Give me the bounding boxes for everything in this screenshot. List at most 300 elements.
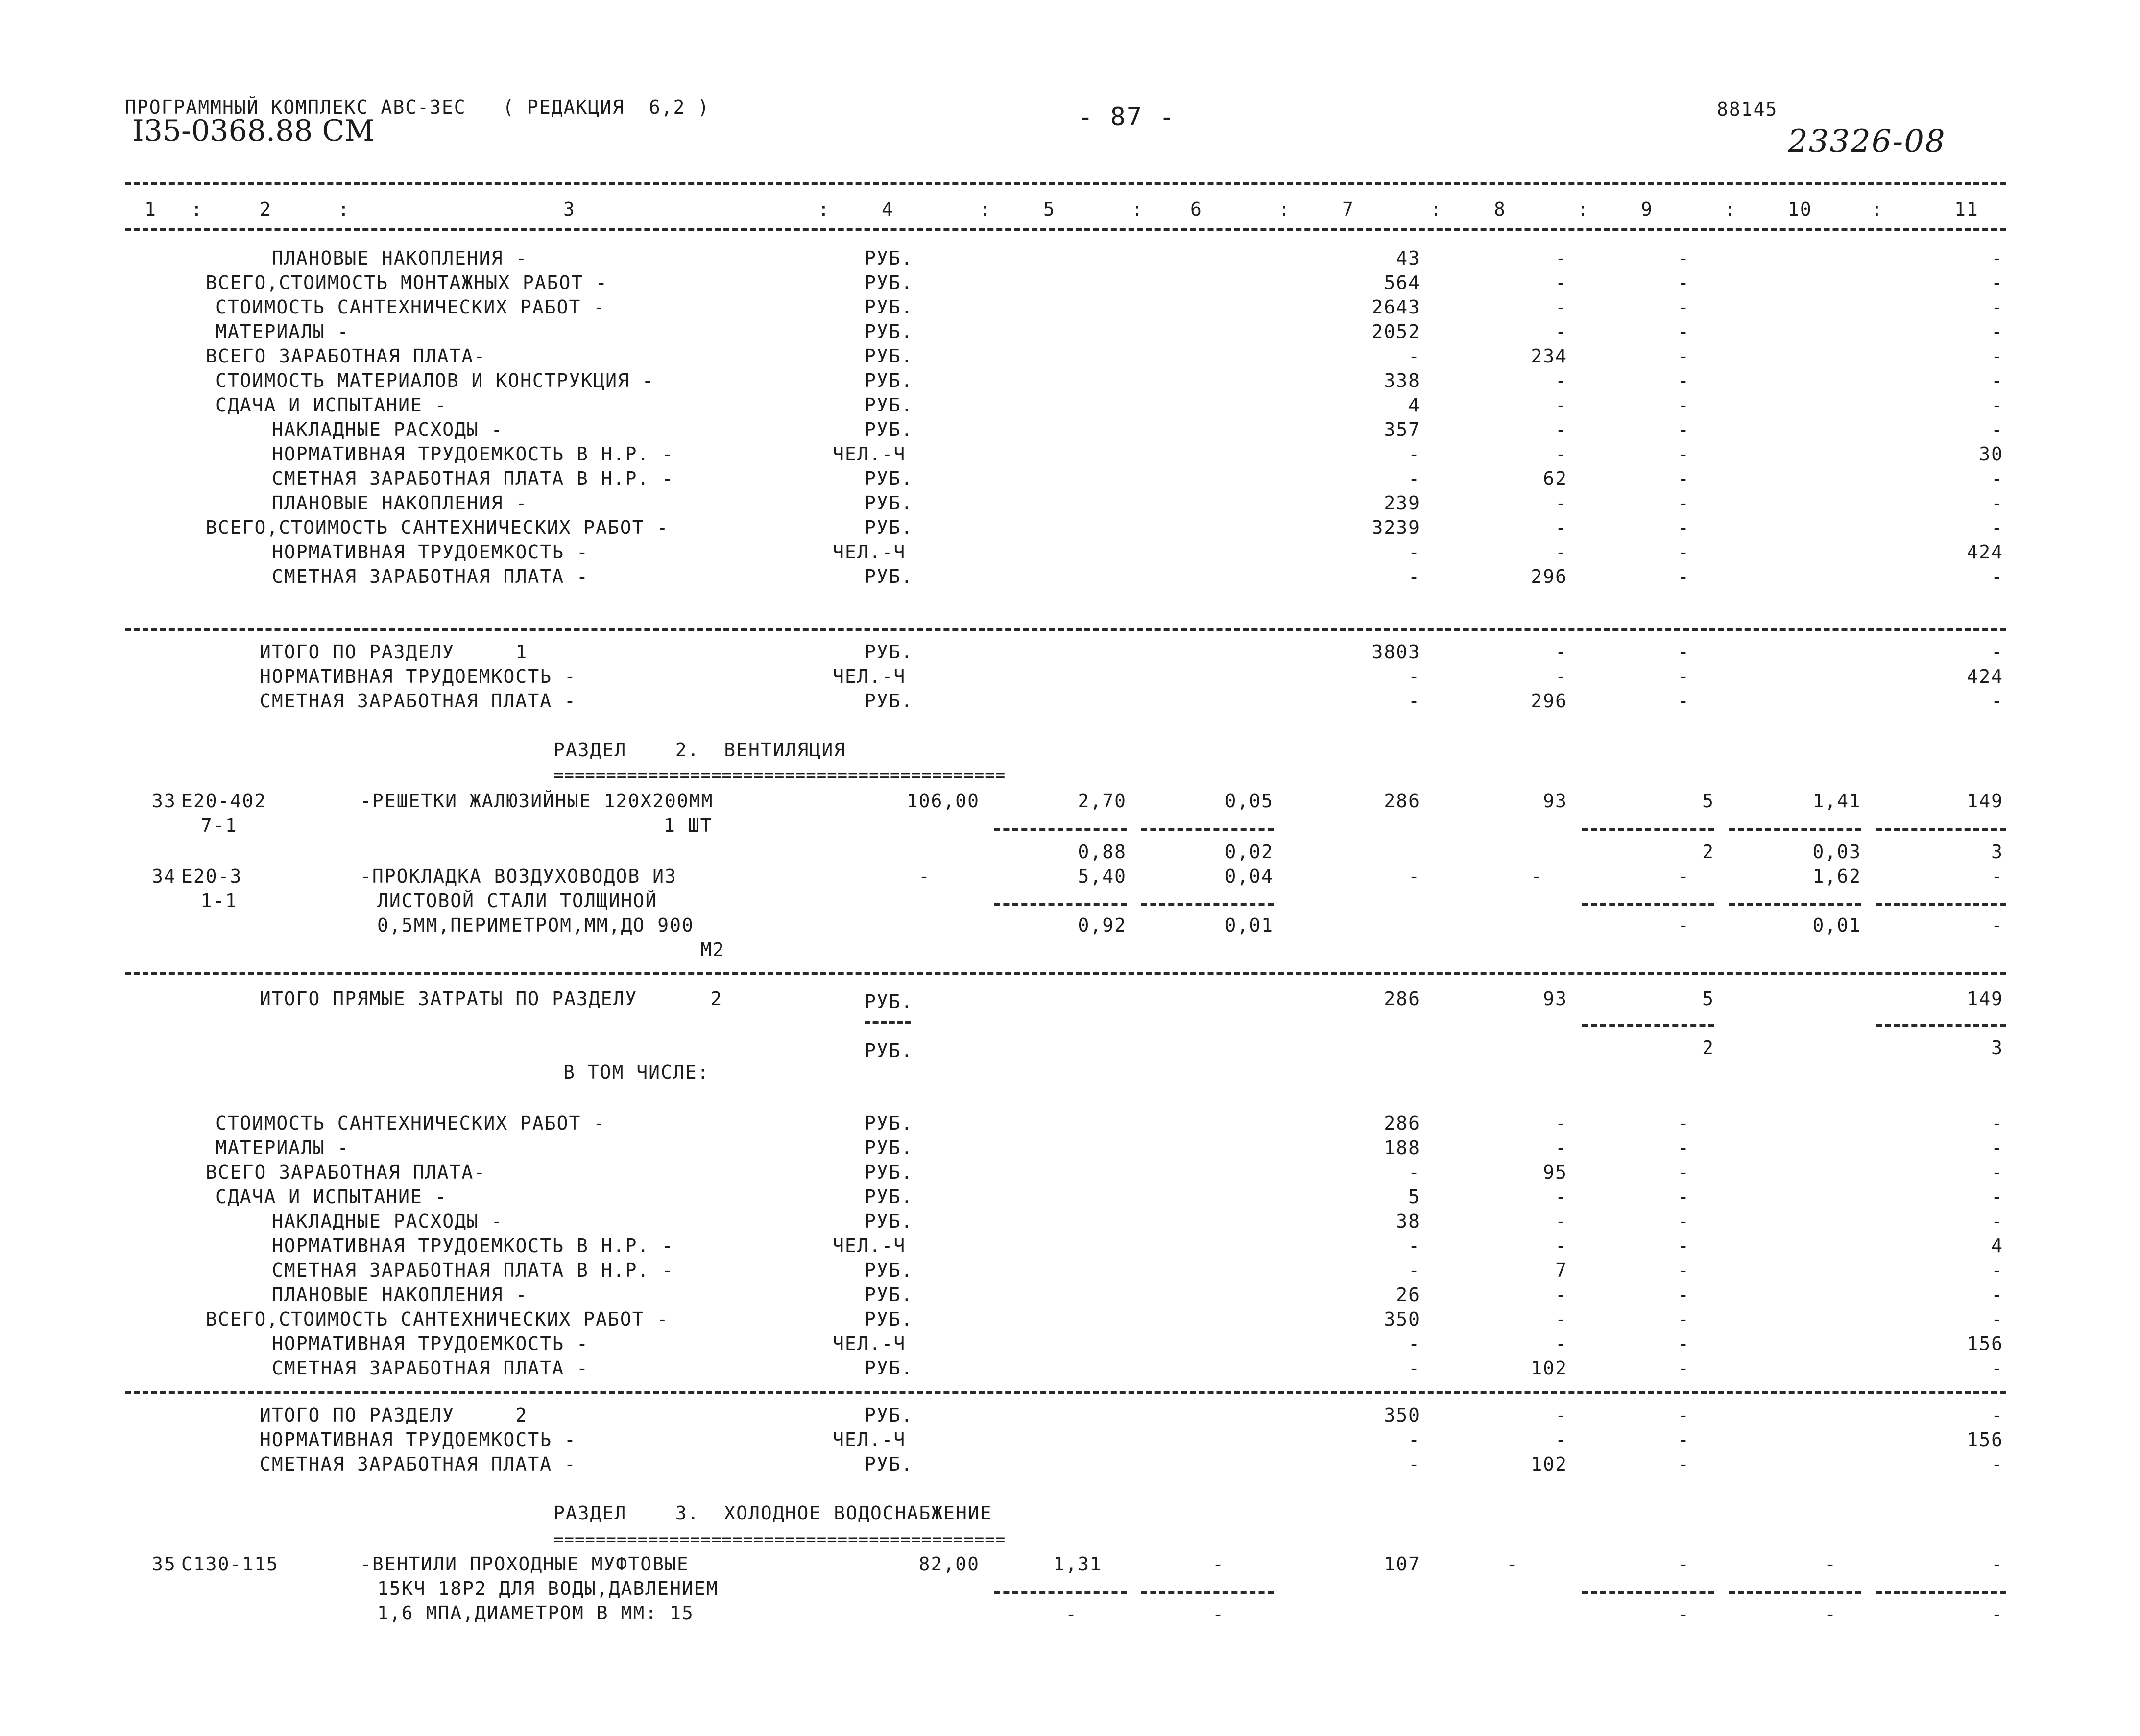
row-cost: 2643 — [1371, 296, 1420, 318]
row-machine: - — [1678, 1186, 1690, 1207]
item33-number: 33 — [152, 790, 176, 812]
column-separator: : — [191, 198, 203, 220]
direct2-label: ИТОГО ПРЯМЫЕ ЗАТРАТЫ ПО РАЗДЕЛУ 2 — [260, 988, 723, 1010]
row-cost: - — [1408, 566, 1420, 587]
row-machine: - — [1678, 1259, 1690, 1281]
row-label: СМЕТНАЯ ЗАРАБОТНАЯ ПЛАТА - — [272, 1357, 589, 1379]
row-wage: 234 — [1531, 345, 1567, 367]
item35-c5b: - — [1065, 1603, 1078, 1625]
item33-c9b: 2 — [1702, 841, 1714, 863]
row-unit: ЧЕЛ.-Ч — [833, 1235, 906, 1256]
document-code: I35-0368.88 СМ — [132, 114, 375, 148]
column-separator: : — [1430, 198, 1443, 220]
row-label: ВСЕГО ЗАРАБОТНАЯ ПЛАТА- — [206, 1161, 486, 1183]
item35-sep-c5 — [994, 1591, 1127, 1594]
row-cost: 26 — [1396, 1284, 1420, 1305]
row-machine: - — [1678, 1112, 1690, 1134]
item34-sep-c10 — [1729, 903, 1861, 906]
row-labor: - — [1991, 1284, 2003, 1305]
row-unit: РУБ. — [865, 566, 914, 587]
row-unit: РУБ. — [865, 1259, 914, 1281]
item35-c9b: - — [1678, 1603, 1690, 1625]
row-cost: - — [1408, 666, 1420, 687]
row-wage: - — [1555, 1333, 1567, 1354]
row-label: ПЛАНОВЫЕ НАКОПЛЕНИЯ - — [272, 247, 528, 269]
row-label: МАТЕРИАЛЫ - — [216, 321, 350, 342]
row-wage: - — [1555, 321, 1567, 342]
item35-c7: 107 — [1384, 1553, 1420, 1575]
column-header-1: 1 — [144, 198, 157, 220]
row-cost: - — [1408, 1235, 1420, 1256]
item34-name-line3: 0,5ММ,ПЕРИМЕТРОМ,ММ,ДО 900 — [377, 915, 694, 936]
row-cost: 564 — [1384, 272, 1420, 293]
item34-number: 34 — [152, 866, 176, 887]
row-unit: РУБ. — [865, 1137, 914, 1158]
row-wage: - — [1555, 1404, 1567, 1426]
item35-c5: 1,31 — [1053, 1553, 1102, 1575]
item34-c8: - — [1531, 866, 1543, 887]
item33-c6b: 0,02 — [1225, 841, 1274, 863]
row-labor: - — [1991, 370, 2003, 391]
item33-c5: 2,70 — [1078, 790, 1127, 812]
row-label: СМЕТНАЯ ЗАРАБОТНАЯ ПЛАТА - — [272, 566, 589, 587]
row-label: СМЕТНАЯ ЗАРАБОТНАЯ ПЛАТА В Н.Р. - — [272, 468, 674, 489]
row-labor: 424 — [1967, 666, 2003, 687]
section1-rule — [125, 628, 2006, 631]
row-machine: - — [1678, 272, 1690, 293]
item35-c11b: - — [1991, 1603, 2003, 1625]
row-labor: - — [1991, 1112, 2003, 1134]
row-label: НОРМАТИВНАЯ ТРУДОЕМКОСТЬ В Н.Р. - — [272, 443, 674, 465]
row-unit: ЧЕЛ.-Ч — [833, 1429, 906, 1450]
row-labor: - — [1991, 566, 2003, 587]
row-machine: - — [1678, 1429, 1690, 1450]
row-wage: - — [1555, 296, 1567, 318]
item33-sep-c9 — [1582, 828, 1714, 831]
row-label: ВСЕГО,СТОИМОСТЬ САНТЕХНИЧЕСКИХ РАБОТ - — [206, 517, 669, 538]
row-cost: 43 — [1396, 247, 1420, 269]
row-machine: - — [1678, 394, 1690, 416]
row-labor: - — [1991, 1357, 2003, 1379]
item34-code2: 1-1 — [201, 890, 238, 912]
row-wage: - — [1555, 1308, 1567, 1330]
item35-c9: - — [1678, 1553, 1690, 1575]
column-header-4: 4 — [882, 198, 894, 220]
row-unit: РУБ. — [865, 1453, 914, 1475]
column-header-3: 3 — [563, 198, 576, 220]
row-wage: - — [1555, 419, 1567, 440]
row-wage: - — [1555, 666, 1567, 687]
program-title: ПРОГРАММНЫЙ КОМПЛЕКС АВС-3ЕС ( РЕДАКЦИЯ 6,2 ) — [125, 96, 710, 118]
row-label: ИТОГО ПО РАЗДЕЛУ 2 — [260, 1404, 528, 1426]
item35-c10b: - — [1825, 1603, 1837, 1625]
row-cost: 357 — [1384, 419, 1420, 440]
column-header-5: 5 — [1043, 198, 1056, 220]
item34-c11: - — [1991, 866, 2003, 887]
row-machine: - — [1678, 566, 1690, 587]
item33-sep-c11 — [1876, 828, 2006, 831]
row-label: НОРМАТИВНАЯ ТРУДОЕМКОСТЬ - — [272, 541, 589, 563]
item34-sep-c6 — [1141, 903, 1274, 906]
item33-c5b: 0,88 — [1078, 841, 1127, 863]
row-unit: РУБ. — [865, 517, 914, 538]
item33-c7: 286 — [1384, 790, 1420, 812]
row-cost: 4 — [1408, 394, 1420, 416]
header-rule-top — [125, 182, 2006, 185]
row-label: СДАЧА И ИСПЫТАНИЕ - — [216, 394, 447, 416]
row-machine: - — [1678, 1210, 1690, 1232]
handwritten-number: 23326-08 — [1788, 123, 1946, 160]
row-machine: - — [1678, 492, 1690, 514]
column-separator: : — [1131, 198, 1144, 220]
row-label: ВСЕГО,СТОИМОСТЬ САНТЕХНИЧЕСКИХ РАБОТ - — [206, 1308, 669, 1330]
row-cost: 3239 — [1371, 517, 1420, 538]
row-labor: - — [1991, 641, 2003, 663]
item35-qty: 82,00 — [918, 1553, 980, 1575]
item35-number: 35 — [152, 1553, 176, 1575]
column-separator: : — [338, 198, 350, 220]
row-label: СТОИМОСТЬ САНТЕХНИЧЕСКИХ РАБОТ - — [216, 296, 606, 318]
row-label: СТОИМОСТЬ САНТЕХНИЧЕСКИХ РАБОТ - — [216, 1112, 606, 1134]
row-wage: - — [1555, 1112, 1567, 1134]
row-unit: РУБ. — [865, 492, 914, 514]
item35-c8: - — [1506, 1553, 1518, 1575]
item33-c11b: 3 — [1991, 841, 2003, 863]
section2-title: РАЗДЕЛ 2. ВЕНТИЛЯЦИЯ — [553, 739, 846, 761]
item33-c11: 149 — [1967, 790, 2003, 812]
item34-c6: 0,04 — [1225, 866, 1274, 887]
item34-sep-c9 — [1582, 903, 1714, 906]
row-machine: - — [1678, 1453, 1690, 1475]
column-separator: : — [1724, 198, 1736, 220]
row-wage: - — [1555, 1235, 1567, 1256]
row-unit: РУБ. — [865, 1404, 914, 1426]
row-wage: - — [1555, 1186, 1567, 1207]
item33-name: -РЕШЕТКИ ЖАЛЮЗИЙНЫЕ 120Х200ММ — [360, 790, 714, 812]
item34-c5: 5,40 — [1078, 866, 1127, 887]
direct2-c8: 93 — [1543, 988, 1567, 1010]
row-labor: - — [1991, 247, 2003, 269]
item33-c9: 5 — [1702, 790, 1714, 812]
row-unit: РУБ. — [865, 247, 914, 269]
row-machine: - — [1678, 468, 1690, 489]
row-unit: РУБ. — [865, 272, 914, 293]
row-unit: РУБ. — [865, 1357, 914, 1379]
item35-c10: - — [1825, 1553, 1837, 1575]
row-cost: 350 — [1384, 1404, 1420, 1426]
row-labor: - — [1991, 345, 2003, 367]
row-labor: - — [1991, 296, 2003, 318]
direct2-including: В ТОМ ЧИСЛЕ: — [563, 1061, 710, 1083]
section3-title: РАЗДЕЛ 3. ХОЛОДНОЕ ВОДОСНАБЖЕНИЕ — [553, 1502, 992, 1524]
item34-c7: - — [1408, 866, 1420, 887]
row-unit: ЧЕЛ.-Ч — [833, 443, 906, 465]
row-unit: РУБ. — [865, 345, 914, 367]
direct2-unit2: РУБ. — [865, 1040, 914, 1061]
item34-unit: М2 — [700, 939, 725, 961]
row-wage: - — [1555, 370, 1567, 391]
row-labor: 30 — [1979, 443, 2003, 465]
row-unit: РУБ. — [865, 321, 914, 342]
row-unit: РУБ. — [865, 419, 914, 440]
row-machine: - — [1678, 1357, 1690, 1379]
item34-c10b: 0,01 — [1812, 915, 1861, 936]
row-cost: - — [1408, 1259, 1420, 1281]
row-labor: - — [1991, 1259, 2003, 1281]
row-label: НАКЛАДНЫЕ РАСХОДЫ - — [272, 1210, 504, 1232]
item33-code: Е20-402 — [181, 790, 267, 812]
direct2-c9b: 2 — [1702, 1037, 1714, 1059]
row-labor: - — [1991, 1161, 2003, 1183]
row-cost: 350 — [1384, 1308, 1420, 1330]
row-labor: - — [1991, 394, 2003, 416]
row-cost: 38 — [1396, 1210, 1420, 1232]
row-unit: РУБ. — [865, 1186, 914, 1207]
row-machine: - — [1678, 321, 1690, 342]
row-unit: РУБ. — [865, 1112, 914, 1134]
document-number: 88145 — [1717, 98, 1778, 120]
row-unit: РУБ. — [865, 296, 914, 318]
row-cost: - — [1408, 345, 1420, 367]
row-unit: РУБ. — [865, 1161, 914, 1183]
row-machine: - — [1678, 1284, 1690, 1305]
row-wage: 7 — [1555, 1259, 1567, 1281]
row-wage: - — [1555, 517, 1567, 538]
row-wage: - — [1555, 641, 1567, 663]
item33-qty: 106,00 — [906, 790, 980, 812]
row-unit: РУБ. — [865, 1284, 914, 1305]
row-machine: - — [1678, 1137, 1690, 1158]
item33-c10b: 0,03 — [1812, 841, 1861, 863]
row-wage: 95 — [1543, 1161, 1567, 1183]
row-label: ВСЕГО,СТОИМОСТЬ МОНТАЖНЫХ РАБОТ - — [206, 272, 608, 293]
row-wage: - — [1555, 541, 1567, 563]
item35-c6: - — [1212, 1553, 1225, 1575]
row-machine: - — [1678, 1235, 1690, 1256]
column-separator: : — [818, 198, 830, 220]
section2-underline: =========================================== — [553, 767, 1006, 784]
row-unit: РУБ. — [865, 468, 914, 489]
row-cost: - — [1408, 541, 1420, 563]
row-machine: - — [1678, 1404, 1690, 1426]
row-cost: - — [1408, 690, 1420, 712]
item35-name-line3: 1,6 МПА,ДИАМЕТРОМ В ММ: 15 — [377, 1602, 694, 1624]
row-labor: 4 — [1991, 1235, 2003, 1256]
item34-c10: 1,62 — [1812, 866, 1861, 887]
row-unit: ЧЕЛ.-Ч — [833, 1333, 906, 1354]
item34-c6b: 0,01 — [1225, 915, 1274, 936]
row-machine: - — [1678, 517, 1690, 538]
column-header-2: 2 — [260, 198, 272, 220]
item35-name-line1: -ВЕНТИЛИ ПРОХОДНЫЕ МУФТОВЫЕ — [360, 1553, 689, 1575]
row-label: СДАЧА И ИСПЫТАНИЕ - — [216, 1186, 447, 1207]
column-header-10: 10 — [1788, 198, 1812, 220]
column-header-6: 6 — [1190, 198, 1202, 220]
row-wage: - — [1555, 443, 1567, 465]
row-labor: - — [1991, 1210, 2003, 1232]
row-label: СМЕТНАЯ ЗАРАБОТНАЯ ПЛАТА - — [260, 690, 577, 712]
item35-sep-c11 — [1876, 1591, 2006, 1594]
item35-code: С130-115 — [181, 1553, 279, 1575]
section2-rule — [125, 1391, 2006, 1394]
row-labor: - — [1991, 272, 2003, 293]
row-label: НОРМАТИВНАЯ ТРУДОЕМКОСТЬ В Н.Р. - — [272, 1235, 674, 1256]
direct2-c7: 286 — [1384, 988, 1420, 1010]
row-labor: 156 — [1967, 1429, 2003, 1450]
row-labor: - — [1991, 1453, 2003, 1475]
direct2-c11: 149 — [1967, 988, 2003, 1010]
item34-sep-c5 — [994, 903, 1127, 906]
row-machine: - — [1678, 666, 1690, 687]
row-wage: - — [1555, 1429, 1567, 1450]
row-label: НАКЛАДНЫЕ РАСХОДЫ - — [272, 419, 504, 440]
row-unit: ЧЕЛ.-Ч — [833, 666, 906, 687]
row-labor: - — [1991, 1404, 2003, 1426]
column-header-9: 9 — [1641, 198, 1653, 220]
item35-c11: - — [1991, 1553, 2003, 1575]
row-machine: - — [1678, 443, 1690, 465]
items-rule — [125, 972, 2006, 975]
row-wage: 296 — [1531, 566, 1567, 587]
row-label: СМЕТНАЯ ЗАРАБОТНАЯ ПЛАТА - — [260, 1453, 577, 1475]
item34-name-line1: -ПРОКЛАДКА ВОЗДУХОВОДОВ ИЗ — [360, 866, 677, 887]
row-label: ИТОГО ПО РАЗДЕЛУ 1 — [260, 641, 528, 663]
column-separator: : — [1871, 198, 1883, 220]
row-label: ВСЕГО ЗАРАБОТНАЯ ПЛАТА- — [206, 345, 486, 367]
row-cost: 3803 — [1371, 641, 1420, 663]
item33-c6: 0,05 — [1225, 790, 1274, 812]
row-machine: - — [1678, 247, 1690, 269]
direct2-unit-sep — [865, 1021, 911, 1024]
row-wage: 296 — [1531, 690, 1567, 712]
column-separator: : — [980, 198, 992, 220]
row-wage: - — [1555, 1210, 1567, 1232]
page-number: - 87 - — [1078, 102, 1176, 132]
row-labor: - — [1991, 1308, 2003, 1330]
row-machine: - — [1678, 345, 1690, 367]
column-separator: : — [1577, 198, 1589, 220]
row-labor: - — [1991, 690, 2003, 712]
row-wage: - — [1555, 394, 1567, 416]
row-label: ПЛАНОВЫЕ НАКОПЛЕНИЯ - — [272, 1284, 528, 1305]
item34-code: Е20-3 — [181, 866, 242, 887]
row-labor: 156 — [1967, 1333, 2003, 1354]
row-label: НОРМАТИВНАЯ ТРУДОЕМКОСТЬ - — [260, 666, 577, 687]
item35-sep-c10 — [1729, 1591, 1861, 1594]
row-labor: - — [1991, 517, 2003, 538]
row-unit: РУБ. — [865, 370, 914, 391]
row-cost: 188 — [1384, 1137, 1420, 1158]
row-machine: - — [1678, 370, 1690, 391]
row-label: СТОИМОСТЬ МАТЕРИАЛОВ И КОНСТРУКЦИЯ - — [216, 370, 654, 391]
row-labor: - — [1991, 321, 2003, 342]
column-header-7: 7 — [1342, 198, 1354, 220]
row-machine: - — [1678, 541, 1690, 563]
row-cost: - — [1408, 1333, 1420, 1354]
direct2-c9: 5 — [1702, 988, 1714, 1010]
row-labor: - — [1991, 1186, 2003, 1207]
row-labor: - — [1991, 468, 2003, 489]
row-machine: - — [1678, 296, 1690, 318]
item34-c9: - — [1678, 866, 1690, 887]
item35-sep-c6 — [1141, 1591, 1274, 1594]
item33-sep-c10 — [1729, 828, 1861, 831]
row-unit: РУБ. — [865, 1210, 914, 1232]
row-label: НОРМАТИВНАЯ ТРУДОЕМКОСТЬ - — [260, 1429, 577, 1450]
item33-c8: 93 — [1543, 790, 1567, 812]
row-wage: - — [1555, 1284, 1567, 1305]
row-wage: 62 — [1543, 468, 1567, 489]
item35-sep-c9 — [1582, 1591, 1714, 1594]
row-cost: 239 — [1384, 492, 1420, 514]
direct2-c11b: 3 — [1991, 1037, 2003, 1059]
section3-underline: =========================================== — [553, 1531, 1006, 1548]
item35-c6b: - — [1212, 1603, 1225, 1625]
row-wage: - — [1555, 272, 1567, 293]
item34-name-line2: ЛИСТОВОЙ СТАЛИ ТОЛЩИНОЙ — [377, 890, 658, 912]
row-wage: 102 — [1531, 1453, 1567, 1475]
row-unit: РУБ. — [865, 1308, 914, 1330]
row-label: МАТЕРИАЛЫ - — [216, 1137, 350, 1158]
row-cost: 5 — [1408, 1186, 1420, 1207]
row-machine: - — [1678, 1308, 1690, 1330]
row-labor: 424 — [1967, 541, 2003, 563]
item35-name-line2: 15КЧ 18Р2 ДЛЯ ВОДЫ,ДАВЛЕНИЕМ — [377, 1578, 719, 1599]
item34-qty: - — [918, 866, 931, 887]
row-wage: - — [1555, 1137, 1567, 1158]
column-separator: : — [1278, 198, 1291, 220]
row-machine: - — [1678, 1161, 1690, 1183]
row-wage: 102 — [1531, 1357, 1567, 1379]
row-wage: - — [1555, 492, 1567, 514]
column-header-11: 11 — [1954, 198, 1979, 220]
direct2-unit: РУБ. — [865, 991, 914, 1013]
row-machine: - — [1678, 641, 1690, 663]
row-labor: - — [1991, 1137, 2003, 1158]
row-labor: - — [1991, 419, 2003, 440]
column-header-8: 8 — [1494, 198, 1506, 220]
row-unit: РУБ. — [865, 394, 914, 416]
item34-c11b: - — [1991, 915, 2003, 936]
direct2-sep-c9 — [1582, 1024, 1714, 1027]
row-cost: - — [1408, 443, 1420, 465]
item33-sep-c6 — [1141, 828, 1274, 831]
row-unit: РУБ. — [865, 690, 914, 712]
row-cost: - — [1408, 1357, 1420, 1379]
row-cost: - — [1408, 468, 1420, 489]
row-label: СМЕТНАЯ ЗАРАБОТНАЯ ПЛАТА В Н.Р. - — [272, 1259, 674, 1281]
row-cost: - — [1408, 1429, 1420, 1450]
header-rule-bottom — [125, 228, 2006, 231]
item34-c5b: 0,92 — [1078, 915, 1127, 936]
item33-c10: 1,41 — [1812, 790, 1861, 812]
row-wage: - — [1555, 247, 1567, 269]
row-cost: 338 — [1384, 370, 1420, 391]
row-label: НОРМАТИВНАЯ ТРУДОЕМКОСТЬ - — [272, 1333, 589, 1354]
item33-unit: 1 ШТ — [664, 815, 713, 836]
item33-code2: 7-1 — [201, 815, 238, 836]
row-machine: - — [1678, 690, 1690, 712]
row-machine: - — [1678, 419, 1690, 440]
row-unit: РУБ. — [865, 641, 914, 663]
direct2-sep-c11 — [1876, 1024, 2006, 1027]
row-cost: - — [1408, 1453, 1420, 1475]
item34-c9b: - — [1678, 915, 1690, 936]
row-labor: - — [1991, 492, 2003, 514]
row-cost: - — [1408, 1161, 1420, 1183]
row-label: ПЛАНОВЫЕ НАКОПЛЕНИЯ - — [272, 492, 528, 514]
item34-sep-c11 — [1876, 903, 2006, 906]
